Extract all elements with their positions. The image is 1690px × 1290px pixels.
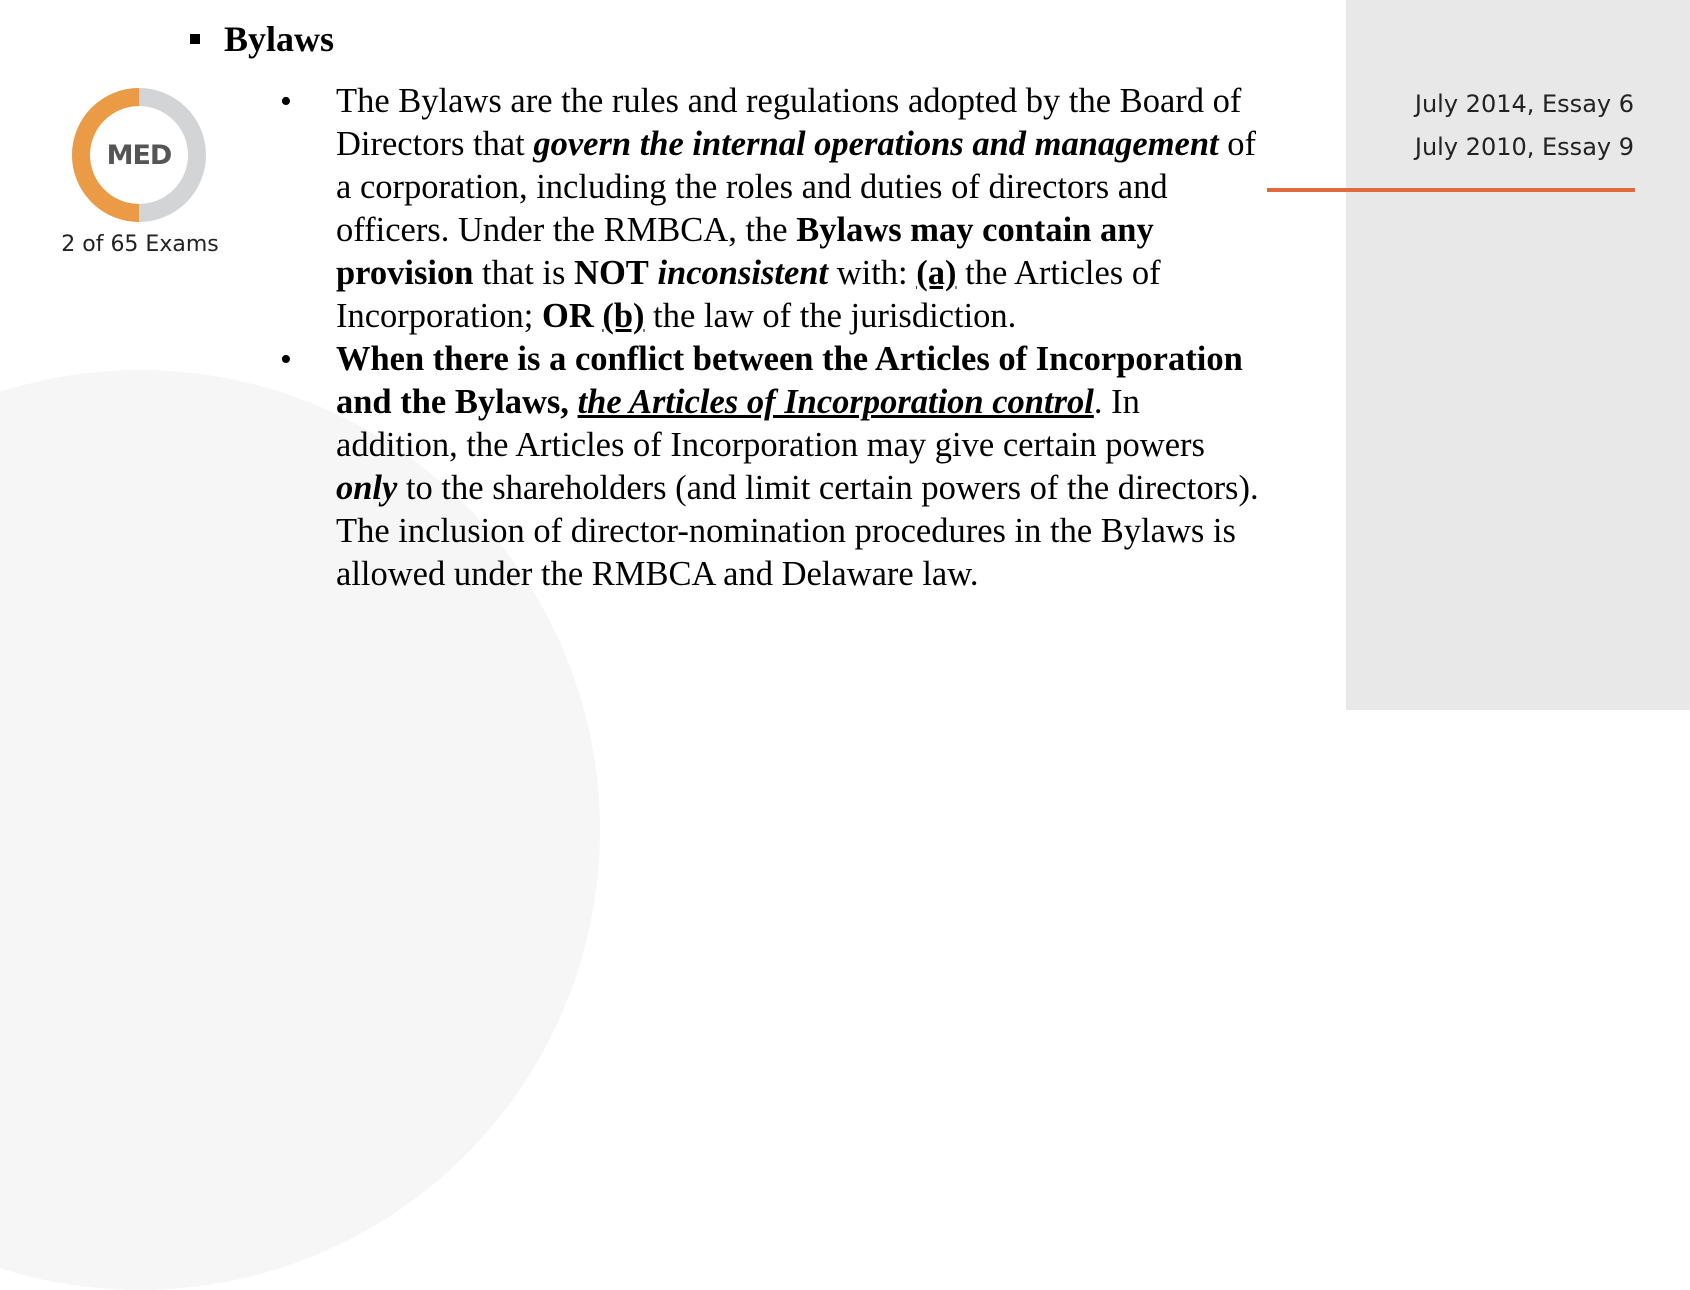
paragraph-text	[336, 338, 1262, 596]
text-run: only	[336, 469, 398, 507]
frequency-level: MED	[106, 139, 172, 171]
heading-text: Bylaws	[224, 19, 335, 59]
body-content	[272, 80, 1262, 596]
reference-divider	[1267, 188, 1635, 192]
text-run: (b)	[602, 297, 645, 335]
text-run: that is	[473, 254, 575, 292]
text-run: . In addition, the Articles of Incorporation may give certain powers	[336, 383, 1205, 464]
reference-item: July 2010, Essay 9	[1414, 133, 1634, 161]
bullet-paragraph	[272, 338, 1262, 596]
text-run: the law of the jurisdiction.	[644, 297, 1017, 335]
text-run: When there is a conflict between the Articles of Incorporation and the Bylaws,	[336, 340, 1243, 421]
exam-count: 2 of 65 Exams	[61, 232, 219, 257]
text-run: NOT	[574, 254, 649, 292]
bullet-dot-icon: •	[280, 83, 292, 120]
reference-item: July 2014, Essay 6	[1414, 90, 1634, 118]
text-run: to the shareholders (and limit certain powers of the directors). The inclusion of director-nomination procedures in the Bylaws is allowed under the RMBCA and Delaware law.	[336, 469, 1259, 593]
bullet-dot-icon: •	[280, 341, 292, 378]
text-run: govern the internal operations and management	[533, 125, 1219, 163]
text-run: The Bylaws are the rules and regulations adopted by the Board of Directors that	[336, 82, 1242, 163]
section-heading	[190, 18, 334, 60]
text-run: of a corporation, including the roles and duties of directors and officers. Under the RMBCA, the	[336, 125, 1257, 249]
text-run: OR	[541, 297, 594, 335]
frequency-donut	[71, 87, 207, 223]
text-run: Bylaws may contain any provision	[336, 211, 1154, 292]
text-run: the Articles of Incorporation;	[336, 254, 1161, 335]
text-run: inconsistent	[657, 254, 829, 292]
paragraph-text	[336, 80, 1262, 338]
text-run: with:	[828, 254, 917, 292]
text-run: (a)	[916, 254, 957, 292]
square-bullet-icon	[190, 34, 200, 44]
text-run: the Articles of Incorporation control	[577, 383, 1094, 421]
bullet-paragraph	[272, 80, 1262, 338]
